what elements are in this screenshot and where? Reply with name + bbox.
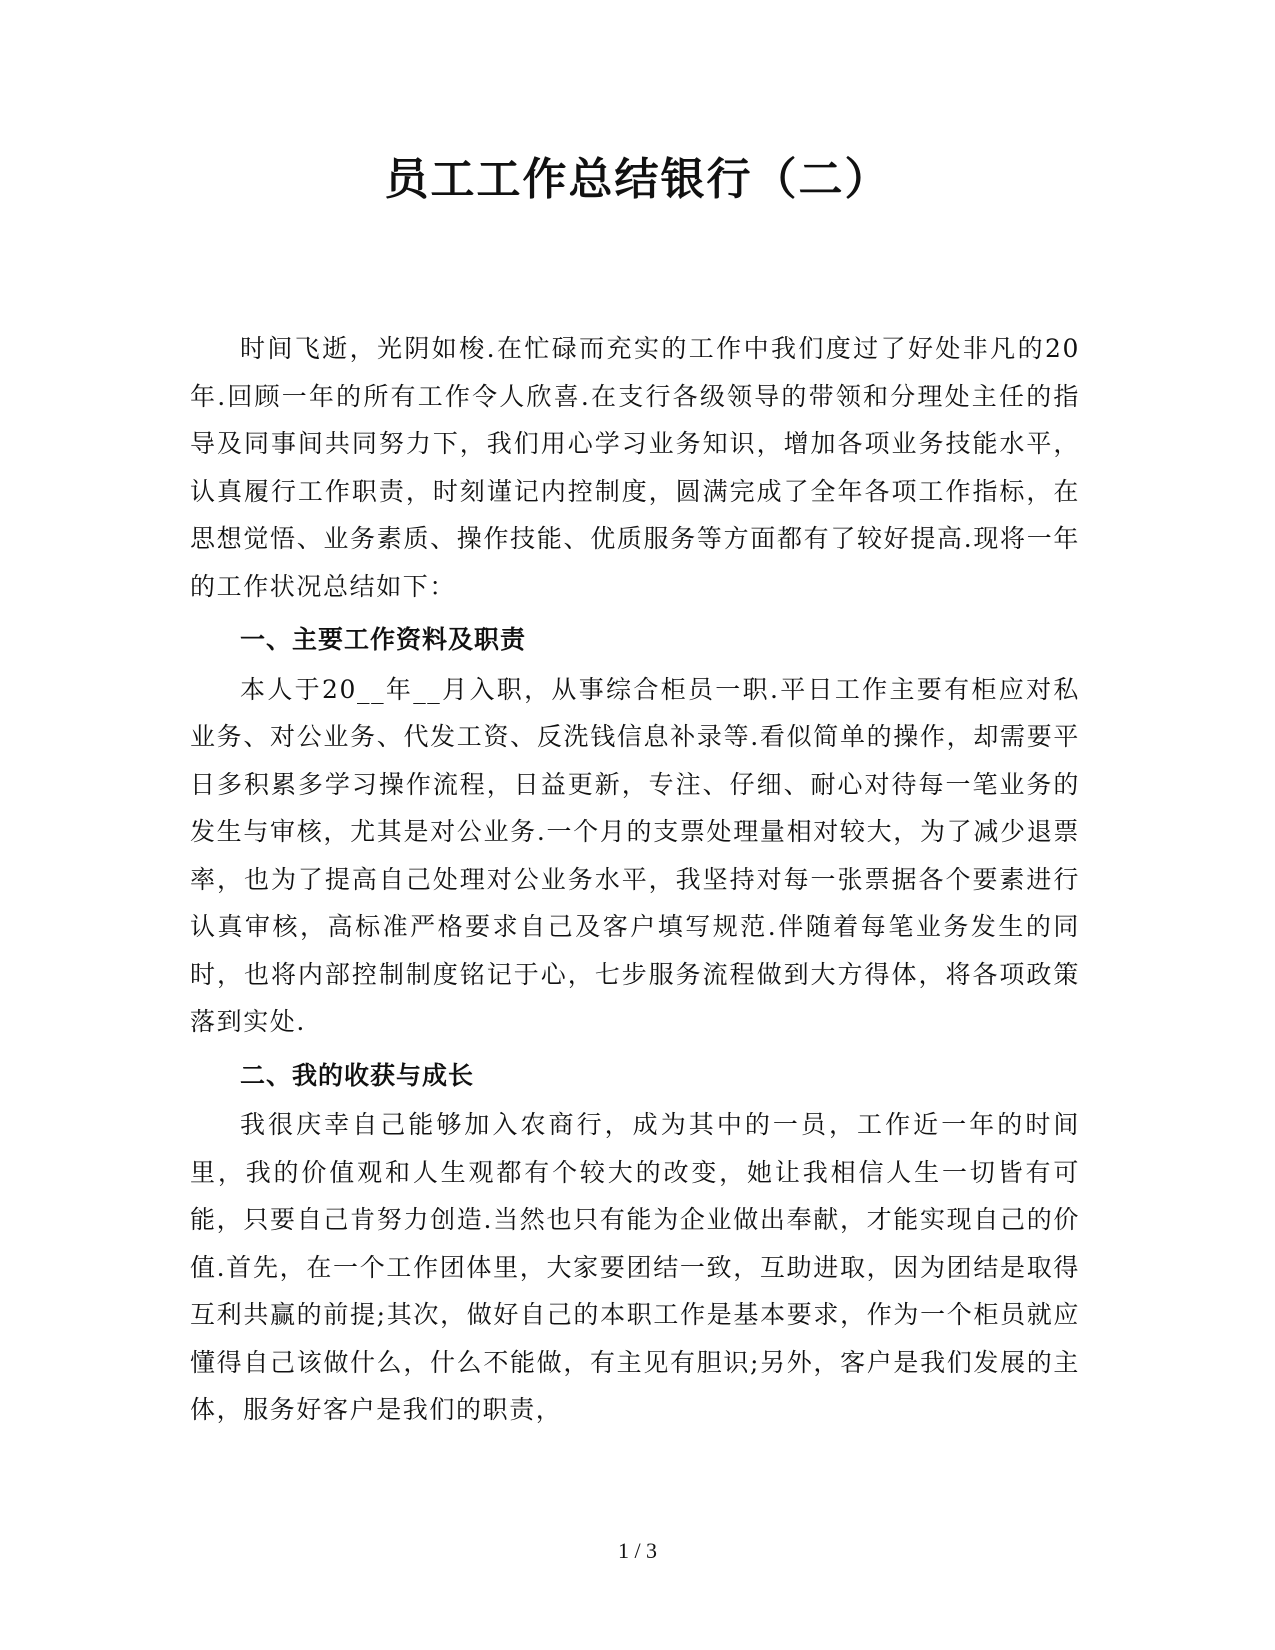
duties-paragraph: 本人于20__年__月入职，从事综合柜员一职.平日工作主要有柜应对私业务、对公业务、代发工资、反洗钱信息补录等.看似简单的操作，却需要平日多积累多学习操作流程，日益更新，专注、仔细、耐心对待每一笔业务的发生与审核，尤其是对公业务.一个月的支票处理量相对较大，为了减少退票率，也为了提高自己处理对公业务水平，我坚持对每一张票据各个要素进行认真审核，高标准严格要求自己及客户填写规范.伴随着每笔业务发生的同时，也将内部控制制度铭记于心，七步服务流程做到大方得体，将各项政策落到实处. (190, 674, 1080, 1036)
growth-paragraph: 我很庆幸自己能够加入农商行，成为其中的一员，工作近一年的时间里，我的价值观和人生观都有个较大的改变，她让我相信人生一切皆有可能，只要自己肯努力创造.当然也只有能为企业做出奉献，才能实现自己的价值.首先，在一个工作团体里，大家要团结一致，互助进取，因为团结是取得互利共赢的前提;其次，做好自己的本职工作是基本要求，作为一个柜员就应懂得自己该做什么，什么不能做，有主见有胆识;另外，客户是我们发展的主体，服务好客户是我们的职责， (190, 1110, 1080, 1424)
page-number: 1 / 3 (617, 1538, 658, 1563)
document-title: 员工工作总结银行（二） (384, 154, 891, 205)
section-heading-growth: 二、我的收获与成长 (240, 1060, 475, 1090)
intro-paragraph: 时间飞逝，光阴如梭.在忙碌而充实的工作中我们度过了好处非凡的20年.回顾一年的所有工作令人欣喜.在支行各级领导的带领和分理处主任的指导及同事间共同努力下，我们用心学习业务知识，增加各项业务技能水平，认真履行工作职责，时刻谨记内控制度，圆满完成了全年各项工作指标，在思想觉悟、业务素质、操作技能、优质服务等方面都有了较好提高.现将一年的工作状况总结如下： (190, 334, 1080, 601)
section-heading-duties: 一、主要工作资料及职责 (240, 625, 527, 654)
document-body (190, 325, 1080, 1434)
